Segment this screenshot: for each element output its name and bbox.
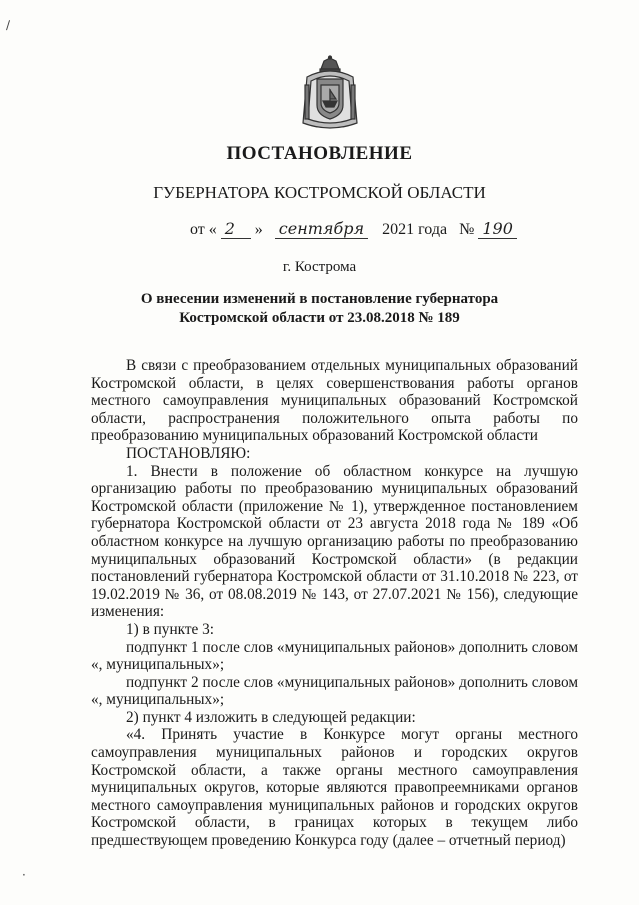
date-month: сентября <box>275 219 368 239</box>
number-sign: № <box>459 221 475 238</box>
date-line <box>190 219 517 239</box>
paragraph-subpoint-2: подпункт 2 после слов «муниципальных районов» дополнить словом «, муниципальных»; <box>91 673 578 709</box>
paragraph-point-4: «4. Принять участие в Конкурсе могут органы местного самоуправления муниципальных районов и городских округов Костромской области, а также органы местного самоуправления муниципальных округов, которые являются правопреемниками органов местного самоуправления муниципальных районов и городских округов Костромской области, в границах которых в текущем либо предшествующем проведению Конкурса году (далее – отчетный период) <box>91 726 578 850</box>
paragraph-subpoint-1: подпункт 1 после слов «муниципальных районов» дополнить словом «, муниципальных»; <box>91 638 578 674</box>
document-title: ПОСТАНОВЛЕНИЕ <box>226 143 413 164</box>
city: г. Кострома <box>282 259 357 275</box>
paragraph-subitem-1: 1) в пункте 3: <box>126 620 215 638</box>
date-quote-close: » <box>254 221 263 238</box>
document-subtitle: ГУБЕРНАТОРА КОСТРОМСКОЙ ОБЛАСТИ <box>153 183 486 202</box>
heading-line-1: О внесении изменений в постановление губернатора <box>140 291 499 307</box>
date-day: 2 <box>221 219 251 239</box>
paragraph-preamble: В связи с преобразованием отдельных муниципальных образований Костромской области, в целях совершенствования работы органов местного самоуправления муниципальных образований Костромской области, распространения положительного опыта работы по преобразованию муниципальных образований Костромской области <box>91 357 578 445</box>
document-number: 190 <box>478 219 517 239</box>
document-body <box>91 357 578 850</box>
paragraph-decree: ПОСТАНОВЛЯЮ: <box>126 444 251 462</box>
paragraph-item-1: 1. Внести в положение об областном конкурсе на лучшую организацию работы по преобразованию муниципальных образований Костромской области (приложение № 1), утвержденное постановлением губернатора Костромской области от 23 августа 2018 года № 189 «Об областном конкурсе на лучшую организацию работы по преобразованию муниципальных образований Костромской области» (в редакции постановлений губернатора Костромской области от 31.10.2018 № 223, от 19.02.2019 № 36, от 08.08.2019 № 143, от 27.07.2021 № 156), следующие изменения: <box>91 462 578 621</box>
pen-mark: ∕ <box>6 18 11 32</box>
coat-of-arms-icon <box>297 55 363 135</box>
dot-mark: · <box>22 868 26 882</box>
paragraph-subitem-2: 2) пункт 4 изложить в следующей редакции: <box>126 708 416 726</box>
document-heading <box>0 290 639 328</box>
date-prefix: от « <box>190 221 217 238</box>
date-year: 2021 года <box>382 221 448 238</box>
heading-line-2: Костромской области от 23.08.2018 № 189 <box>179 310 460 326</box>
